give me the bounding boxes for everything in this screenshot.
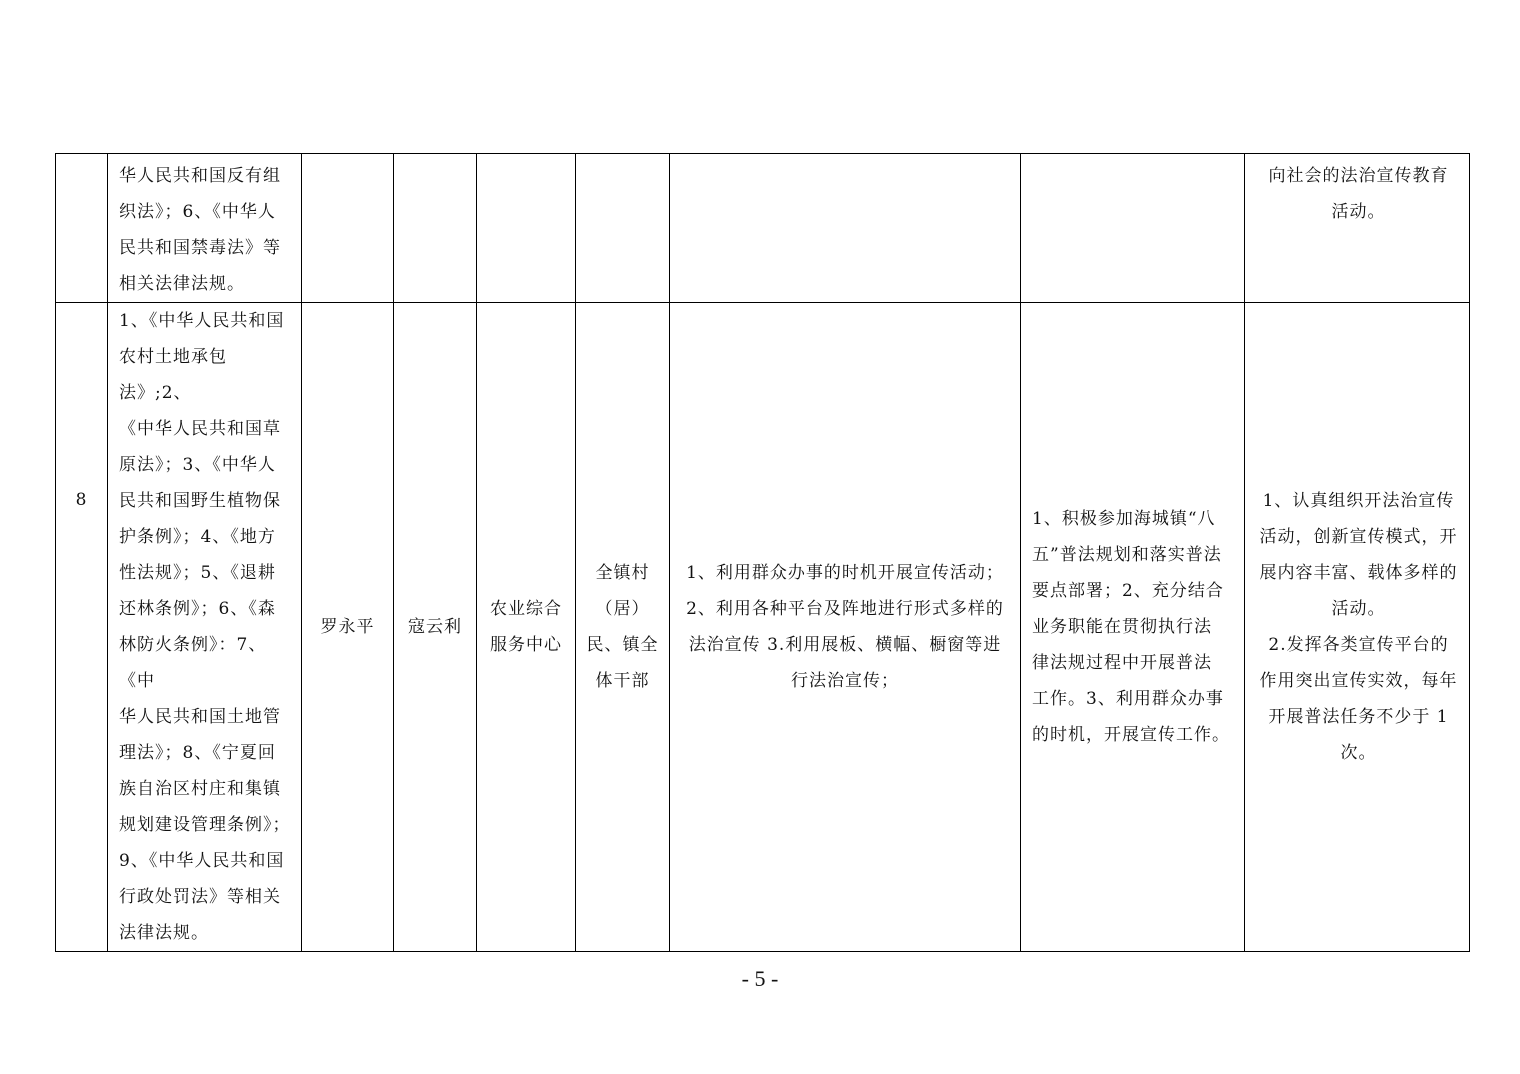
leader-name: 罗永平 (320, 617, 375, 637)
target-text: 全镇村 （居） 民、镇全 体干部 (586, 563, 659, 691)
unit-cell (477, 303, 576, 952)
laws-cell (108, 303, 302, 952)
goal-text: 向社会的法治宣传教育 活动。 (1268, 166, 1449, 222)
goal-text: 1、认真组织开法治宣传 活动，创新宣传模式，开 展内容丰富、载体多样的 活动。 2.发挥各类宣传平台的 作用突出宣传实效，每年 开展普法任务不少于 1 次。 (1259, 491, 1458, 763)
contact-cell (394, 154, 477, 303)
target-cell (576, 154, 670, 303)
laws-cell (108, 154, 302, 303)
laws-text: 1、《中华人民共和国 农村土地承包法》;2、 《中华人民共和国草 原法》；3、《中华人 民共和国野生植物保 护条例》；4、《地方 性法规》；5、《退耕 还林条例》；6、《森 林防火条例》：7、《中 华人民共和国土地管 理法》；8、《宁夏回 族自治区村庄和集镇 规划建设管理条例》； 9、《中华人民共和国 行政处罚法》等相关 法律法规。 (119, 311, 291, 943)
unit-cell (477, 154, 576, 303)
serial-cell (56, 303, 108, 952)
table-row (56, 303, 1470, 952)
leader-cell (302, 154, 394, 303)
law-publicity-table (55, 153, 1470, 952)
target-cell (576, 303, 670, 952)
table-row (56, 154, 1470, 303)
activities-text: 1、利用群众办事的时机开展宣传活动； 2、利用各种平台及阵地进行形式多样的 法治宣传 3.利用展板、横幅、橱窗等进 行法治宣传； (686, 563, 1004, 691)
contact-cell (394, 303, 477, 952)
leader-cell (302, 303, 394, 952)
requirements-cell (1021, 154, 1245, 303)
activities-cell (670, 154, 1021, 303)
laws-text: 华人民共和国反有组 织法》；6、《中华人 民共和国禁毒法》等 相关法律法规。 (119, 166, 281, 294)
serial-number: 8 (75, 490, 88, 510)
serial-cell (56, 154, 108, 303)
contact-name: 寇云利 (408, 617, 462, 637)
requirements-text: 1、积极参加海城镇“八 五”普法规划和落实普法 要点部署；2、充分结合 业务职能在贯彻执行法 律法规过程中开展普法 工作。3、利用群众办事 的时机，开展宣传工作。 (1032, 509, 1230, 745)
activities-cell (670, 303, 1021, 952)
page-number: - 5 - (741, 966, 779, 991)
goal-cell (1245, 303, 1470, 952)
unit-name: 农业综合 服务中心 (490, 599, 562, 655)
requirements-cell (1021, 303, 1245, 952)
goal-cell (1245, 154, 1470, 303)
